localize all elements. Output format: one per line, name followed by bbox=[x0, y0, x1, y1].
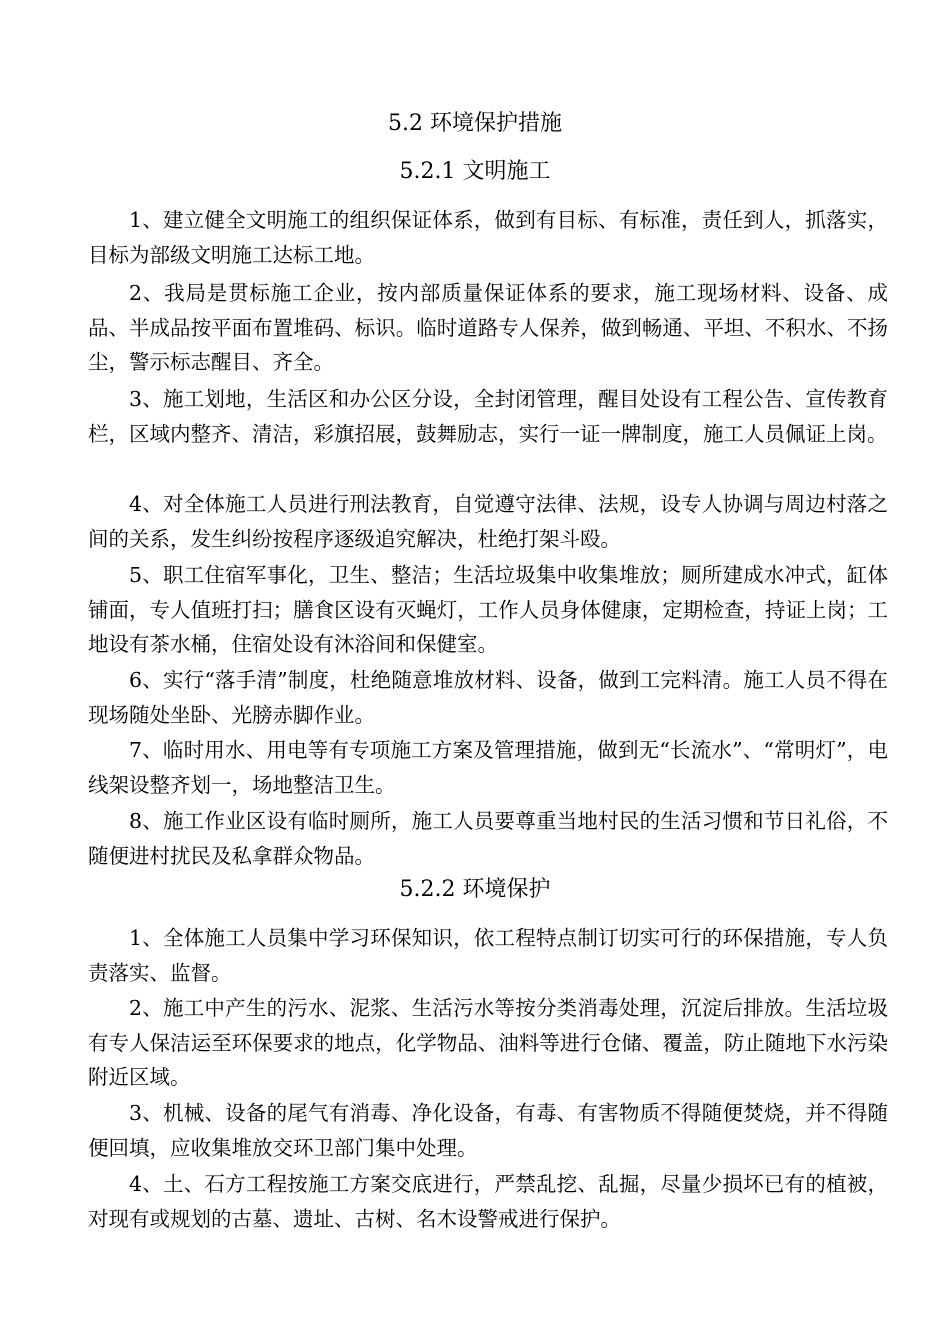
paragraph: 8、施工作业区设有临时厕所，施工人员要尊重当地村民的生活习惯和节日礼俗，不随便进村扰民及私拿群众物品。 bbox=[88, 809, 888, 868]
section-title: 5.2 环境保护措施 bbox=[388, 111, 562, 136]
paragraph: 2、施工中产生的污水、泥浆、生活污水等按分类消毒处理，沉淀后排放。生活垃圾有专人保洁运至环保要求的地点，化学物品、油料等进行仓储、覆盖，防止随地下水污染附近区域。 bbox=[88, 996, 888, 1089]
paragraph: 6、实行“落手清”制度，杜绝随意堆放材料、设备，做到工完料清。施工人员不得在现场随处坐卧、光膀赤脚作业。 bbox=[88, 668, 888, 727]
paragraph: 1、建立健全文明施工的组织保证体系，做到有目标、有标准，责任到人，抓落实，目标为部级文明施工达标工地。 bbox=[88, 208, 888, 267]
paragraph: 7、临时用水、用电等有专项施工方案及管理措施，做到无“长流水”、“常明灯”，电线架设整齐划一，场地整洁卫生。 bbox=[88, 738, 888, 797]
paragraph: 1、全体施工人员集中学习环保知识，依工程特点制订切实可行的环保措施，专人负责落实、监督。 bbox=[88, 926, 888, 985]
paragraph: 3、施工划地，生活区和办公区分设，全封闭管理，醒目处设有工程公告、宣传教育栏，区域内整齐、清洁，彩旗招展，鼓舞励志，实行一证一牌制度，施工人员佩证上岗。 bbox=[88, 387, 888, 446]
subsection-title-environmental-protection: 5.2.2 环境保护 bbox=[399, 877, 551, 902]
paragraph: 2、我局是贯标施工企业，按内部质量保证体系的要求，施工现场材料、设备、成品、半成品按平面布置堆码、标识。临时道路专人保养，做到畅通、平坦、不积水、不扬尘，警示标志醒目、齐全。 bbox=[88, 281, 888, 374]
paragraph: 4、土、石方工程按施工方案交底进行，严禁乱挖、乱掘，尽量少损坏已有的植被，对现有或规划的古墓、遗址、古树、名木设警戒进行保护。 bbox=[88, 1172, 888, 1231]
paragraph: 5、职工住宿军事化，卫生、整洁；生活垃圾集中收集堆放；厕所建成水冲式，缸体铺面，专人值班打扫；膳食区设有灭蝇灯，工作人员身体健康，定期检查，持证上岗；工地设有茶水桶，住宿处设有沐浴间和保健室。 bbox=[88, 563, 888, 656]
paragraph: 4、对全体施工人员进行刑法教育，自觉遵守法律、法规，设专人协调与周边村落之间的关系，发生纠纷按程序逐级追究解决，杜绝打架斗殴。 bbox=[88, 492, 888, 551]
subsection-title-civilized-construction: 5.2.1 文明施工 bbox=[399, 159, 551, 184]
paragraph: 3、机械、设备的尾气有消毒、净化设备，有毒、有害物质不得随便焚烧，并不得随便回填，应收集堆放交环卫部门集中处理。 bbox=[88, 1101, 888, 1160]
